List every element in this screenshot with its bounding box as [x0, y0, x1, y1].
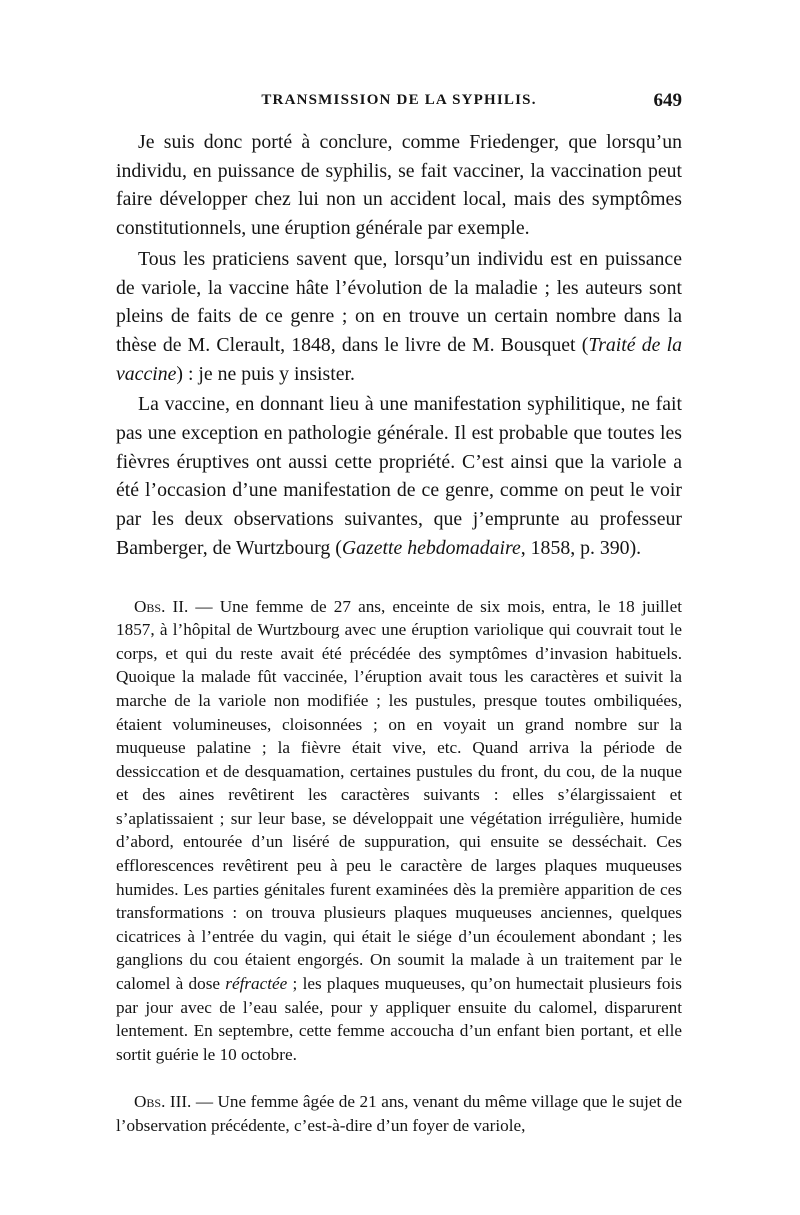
- observation-2: [116, 595, 682, 1067]
- running-title: TRANSMISSION DE LA SYPHILIS.: [261, 92, 537, 108]
- observation-text: — Une femme de 27 ans, enceinte de six mois, entra, le 18 juillet 1857, à l’hôpital de Wurtzbourg avec une éruption variolique qui couvrait tout le corps, et qui du reste avait été précédée des symptômes d’invasion habituels. Quoique la malade fût vaccinée, l’éruption avait tous les caractères et suivit la marche de la variole non modifiée ; les pustules, presque toutes ombiliquées, étaient volumineuses, cloisonnées ; on en voyait un grand nombre sur la muqueuse palatine ; la fièvre était vive, etc. Quand arriva la période de dessiccation et de desquamation, certaines pustules du front, du cou, de la nuque et des aines revêtirent les caractères suivants : elles s’élargissaient et s’aplatissaient ; sur leur base, se développait une végétation irrégulière, humide d’abord, entourée d’un liséré de suppuration, qui ensuite se desséchait. Ces efflorescences revêtirent peu à peu le caractère de larges plaques muqueuses humides. Les parties génitales furent examinées dès la première apparition de ces transformations : on trouva plusieurs plaques muqueuses anciennes, quelques cicatrices à l’entrée du vagin, qui était le siége d’un écoulement abondant ; les ganglions du cou étaient engorgés. On soumit la malade à un traitement par le calomel à dose: [116, 596, 682, 994]
- observation-text: — Une femme âgée de 21 ans, venant du même village que le sujet de l’observation précédente, c’est-à-dire d’un foyer de variole,: [116, 1092, 682, 1136]
- observation-text: ; les plaques muqueuses, qu’on humectait plusieurs fois par jour avec de l’eau salée, pour y appliquer ensuite du calomel, disparurent lentement. En septembre, cette femme accoucha d’un enfant bien portant, et elle sortit guérie le 10 octobre.: [116, 974, 682, 1064]
- observation-3: [116, 1090, 682, 1137]
- journal-citation: Gazette hebdomadaire: [341, 536, 521, 559]
- book-title-citation: Traité de la vaccine: [116, 333, 682, 385]
- paragraph-bamberger: [116, 390, 682, 562]
- page-number: 649: [653, 90, 682, 111]
- paragraph-text: La vaccine, en donnant lieu à une manifestation syphilitique, ne fait pas une exception en pathologie générale. Il est probable que toutes les fièvres éruptives ont aussi cette propriété. C’est ainsi que la variole a été l’occasion d’une manifestation de ce genre, comme on peut le voir par les deux observations suivantes, que j’emprunte au professeur Bamberger, de Wurtzbourg (: [116, 393, 682, 559]
- paragraph-text: Tous les praticiens savent que, lorsqu’un individu est en puissance de variole, la vaccine hâte l’évolution de la maladie ; les auteurs sont pleins de faits de ce genre ; on en trouve un certain nombre dans la thèse de M. Clerault, 1848, dans le livre de M. Bousquet (: [116, 247, 682, 356]
- observation-label: Obs. II.: [134, 596, 189, 616]
- observation-label: Obs. III.: [134, 1092, 192, 1112]
- paragraph-text: ) : je ne puis y insister.: [176, 362, 355, 385]
- paragraph-conclusion: [116, 128, 682, 243]
- paragraph-text: , 1858, p. 390).: [520, 536, 642, 559]
- italic-term: réfractée: [225, 974, 288, 994]
- running-head: [116, 92, 682, 116]
- paragraph-text: Je suis donc porté à conclure, comme Friedenger, que lorsqu’un individu, en puissance de syphilis, se fait vacciner, la vaccination peut faire développer chez lui non un accident local, mais des symptômes constitutionnels, une éruption générale par exemple.: [116, 131, 682, 240]
- paragraph-variole-vaccine: [116, 245, 682, 389]
- body-text: [116, 128, 682, 1138]
